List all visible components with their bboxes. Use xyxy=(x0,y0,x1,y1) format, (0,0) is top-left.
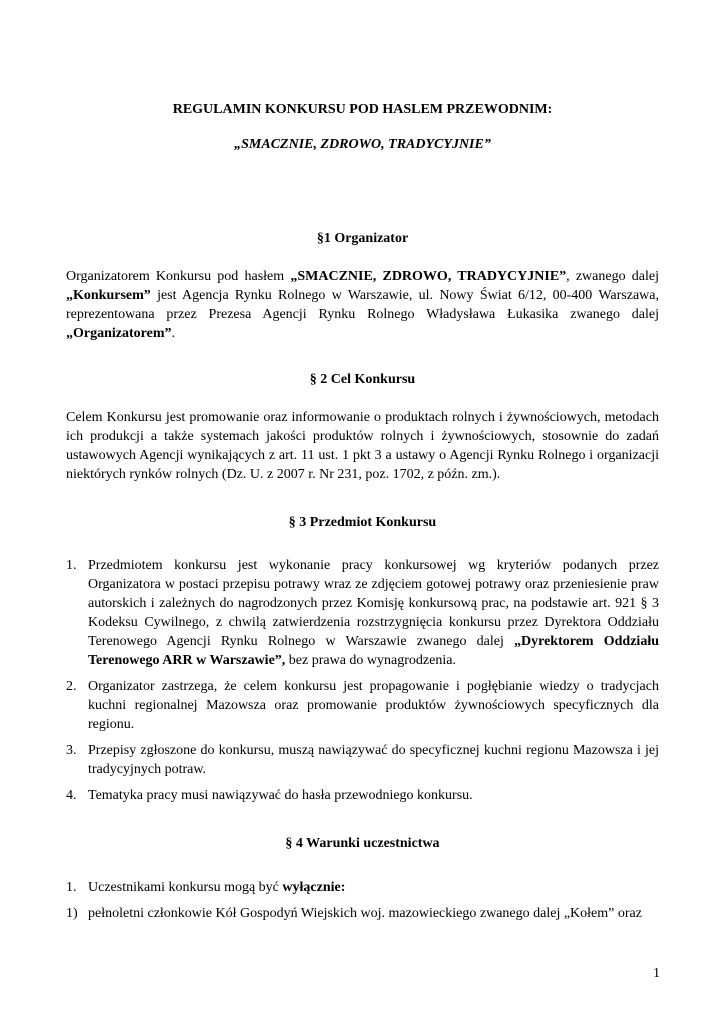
list-item-text: Przedmiotem konkursu jest wykonanie pracy konkursowej wg kryteriów podanych przez Organizatora w postaci przepisu potrawy wraz ze zdjęciem gotowej potrawy oraz przeniesienie praw autorskich i zależnych do nagrodzonych przez Komisję konkursową prac, na podstawie art. 921 § 3 Kodeksu Cywilnego, z chwilą zatwierdzenia rozstrzygnięcia konkursu przez Dyrektora Oddziału Terenowego Agencji Rynku Rolnego w Warszawie zwanego dalej xyxy=(88,558,659,649)
list-item-bold: wyłącznie: xyxy=(282,880,346,895)
section-1-text-b: , zwanego dalej xyxy=(566,269,659,284)
list-item-text-end: bez prawa do wynagrodzenia. xyxy=(285,653,456,668)
section-1-bold-slogan: „SMACZNIE, ZDROWO, TRADYCYJNIE” xyxy=(290,269,567,284)
sub-list-item xyxy=(66,904,659,923)
section-1-paragraph xyxy=(66,267,659,343)
list-item-text: Tematyka pracy musi nawiązywać do hasła przewodniego konkursu. xyxy=(88,788,473,803)
list-item-number: 1. xyxy=(66,558,77,573)
section-3-list xyxy=(66,556,659,812)
list-item xyxy=(66,878,659,897)
section-1-text-c: jest Agencja Rynku Rolnego w Warszawie, ul. Nowy Świat 6/12, 00-400 Warszawa, reprezentowana przez Prezesa Agencji Rynku Rolnego Władysława Łukasika zwanego dalej xyxy=(66,288,659,322)
section-2-heading: § 2 Cel Konkursu xyxy=(309,372,416,387)
list-item-number: 3. xyxy=(66,743,77,758)
section-1-text-end: . xyxy=(171,326,175,341)
section-1-bold-organizatorem: „Organizatorem” xyxy=(66,326,172,341)
page-number: 1 xyxy=(653,966,660,981)
sub-list-item-number: 1) xyxy=(66,906,78,921)
list-item-text: Uczestnikami konkursu mogą być xyxy=(88,880,283,895)
list-item-text: Organizator zastrzega, że celem konkursu jest propagowanie i pogłębianie wiedzy o tradycjach kuchni regionalnej Mazowsza oraz promowanie produktów żywnościowych specyficznych dla regionu. xyxy=(88,679,659,732)
section-1-heading: §1 Organizator xyxy=(316,231,409,246)
list-item xyxy=(66,677,659,734)
list-item-text: Przepisy zgłoszone do konkursu, muszą nawiązywać do specyficznej kuchni regionu Mazowsza i jej tradycyjnych potraw. xyxy=(88,743,659,777)
contest-slogan: „SMACZNIE, ZDROWO, TRADYCYJNIE” xyxy=(234,137,491,152)
section-2-paragraph: Celem Konkursu jest promowanie oraz informowanie o produktach rolnych i żywnościowych, metodach ich produkcji a także systemach jakości produktów rolnych i żywnościowych, stosownie do zadań ustawowych Agencji wynikających z art. 11 ust. 1 pkt 3 a ustawy o Agencji Rynku Rolnego i organizacji niektórych rynków rolnych (Dz. U. z 2007 r. Nr 231, poz. 1702, z późn. zm.). xyxy=(66,410,659,482)
list-item-bold: „Dyrektorem Oddziału Terenowego ARR w Warszawie”, xyxy=(88,634,659,668)
section-4-heading: § 4 Warunki uczestnictwa xyxy=(285,836,440,851)
section-1-text-a: Organizatorem Konkursu pod hasłem xyxy=(66,269,291,284)
section-1-bold-konkursem: „Konkursem” xyxy=(66,288,151,303)
list-item-number: 4. xyxy=(66,788,77,803)
sub-list-item-text: pełnoletni członkowie Kół Gospodyń Wiejskich woj. mazowieckiego zwanego dalej „Kołem” oraz xyxy=(88,906,642,921)
list-item xyxy=(66,556,659,670)
list-item xyxy=(66,786,659,805)
document-title: REGULAMIN KONKURSU POD HASLEM PRZEWODNIM: xyxy=(172,102,553,117)
section-3-heading: § 3 Przedmiot Konkursu xyxy=(288,515,437,530)
list-item xyxy=(66,741,659,779)
section-4-list xyxy=(66,878,659,930)
list-item-number: 1. xyxy=(66,880,77,895)
list-item-number: 2. xyxy=(66,679,77,694)
